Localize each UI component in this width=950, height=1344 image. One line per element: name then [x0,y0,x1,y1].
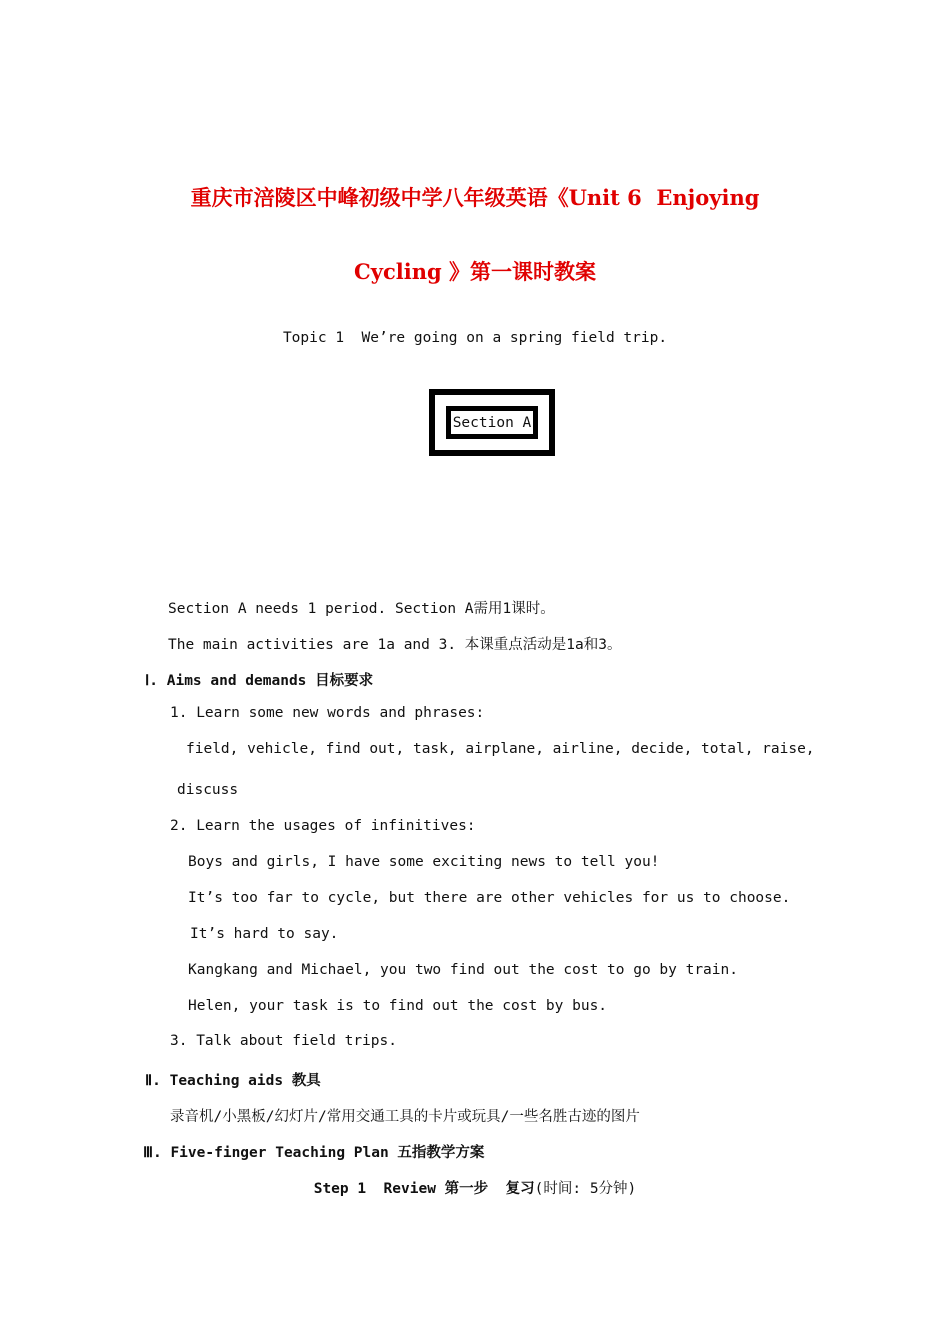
step-1-title: Step 1 Review 第一步 复习 [313,1181,535,1197]
example-sentence: It’s too far to cycle, but there are other vehicles for us to choose. [188,890,791,906]
aims-heading: Ⅰ. Aims and demands 目标要求 [145,673,374,689]
aims-item-3: 3. Talk about field trips. [170,1033,397,1049]
vocabulary-line-1: field, vehicle, find out, task, airplane, airline, decide, total, raise, [186,741,815,757]
aims-item-2: 2. Learn the usages of infinitives: [170,818,476,834]
vocabulary-line-2: discuss [177,782,239,798]
teaching-aids-heading: Ⅱ. Teaching aids 教具 [145,1073,321,1089]
example-sentence: Kangkang and Michael, you two find out the cost to go by train. [188,962,738,978]
plan-heading: Ⅲ. Five-finger Teaching Plan 五指教学方案 [143,1145,485,1161]
step-1-line [0,1177,950,1198]
aims-item-1: 1. Learn some new words and phrases: [170,705,485,721]
intro-period: Section A needs 1 period. Section A需用1课时。 [168,601,555,617]
example-sentence: It’s hard to say. [190,926,339,942]
example-sentence: Boys and girls, I have some exciting news to tell you! [188,854,660,870]
section-box [429,389,555,456]
document-title-line-2: Cycling 》第一课时教案 [354,259,596,284]
step-1-time: (时间: 5分钟) [534,1181,637,1197]
section-label: Section A [452,414,532,431]
document-title-line-1: 重庆市涪陵区中峰初级中学八年级英语《Unit 6 Enjoying [190,185,760,210]
intro-activities: The main activities are 1a and 3. 本课重点活动是1a和3。 [168,637,622,653]
teaching-aids-content: 录音机/小黑板/幻灯片/常用交通工具的卡片或玩具/一些名胜古迹的图片 [170,1109,640,1125]
example-sentence: Helen, your task is to find out the cost by bus. [188,998,608,1014]
section-box-inner [446,406,538,439]
topic-heading: Topic 1 We’re going on a spring field trip. [282,330,668,346]
